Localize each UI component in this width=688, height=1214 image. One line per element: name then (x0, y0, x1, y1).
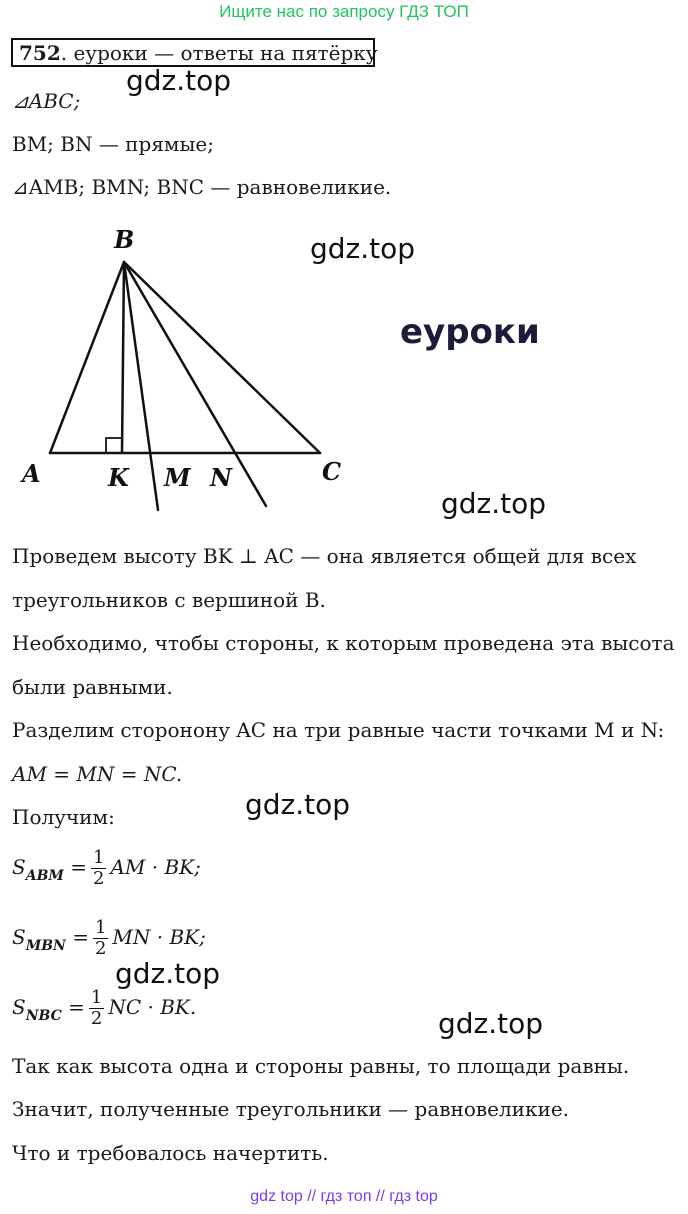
solution-line-1: Проведем высоту BK ⊥ AC — она является общей для всех (12, 544, 637, 568)
formula-eq: = (68, 995, 85, 1019)
line-bn (124, 262, 266, 506)
label-b: B (114, 225, 135, 254)
fraction-denominator: 2 (93, 868, 105, 889)
euroki-logo: еуроки (400, 312, 540, 352)
watermark: gdz.top (441, 487, 547, 520)
formula-s: S (12, 925, 26, 949)
label-a: A (22, 459, 41, 488)
solution-line-6: AM = MN = NC. (12, 762, 183, 786)
conclusion-line-3: Что и требовалось начертить. (12, 1141, 329, 1165)
task-header (11, 38, 378, 67)
watermark: gdz.top (438, 1007, 544, 1040)
fraction-denominator: 2 (94, 938, 107, 959)
solution-line-5: Разделим сторонону AC на три равные части точками M и N: (12, 718, 665, 742)
fraction-numerator: 1 (94, 917, 107, 938)
formula-s: S (12, 995, 26, 1019)
side-ab (50, 262, 124, 453)
side-bc (124, 262, 320, 453)
fraction-numerator: 1 (93, 847, 105, 868)
formula-eq: = (72, 925, 89, 949)
solution-line-4: были равными. (12, 675, 173, 699)
given-line-3: ⊿AMB; BMN; BNC — равновеликие. (12, 175, 392, 199)
right-angle-mark (106, 438, 122, 453)
formula-nbc (12, 988, 196, 1029)
footer-links[interactable]: gdz top // гдз топ // гдз top (250, 1188, 438, 1205)
fraction (91, 848, 106, 889)
conclusion-line-2: Значит, полученные треугольники — равновеликие. (12, 1097, 570, 1121)
given-line-1: ⊿ABC; (12, 89, 81, 113)
watermark: gdz.top (245, 788, 351, 821)
fraction (93, 918, 108, 959)
solution-line-7: Получим: (12, 805, 115, 829)
top-banner[interactable]: Ищите нас по запросу ГДЗ ТОП (219, 2, 469, 21)
task-title: . еуроки — ответы на пятёрку (60, 41, 378, 65)
formula-sub: NBC (25, 1008, 62, 1024)
formula-mbn (12, 918, 206, 959)
fraction-denominator: 2 (90, 1008, 103, 1029)
label-k: K (108, 463, 129, 492)
label-n: N (210, 463, 232, 492)
watermark: gdz.top (310, 232, 416, 265)
height-bk (122, 262, 124, 453)
task-number: 752 (19, 41, 61, 65)
label-c: C (322, 457, 342, 486)
formula-rest: MN · BK; (112, 925, 206, 949)
formula-eq: = (70, 855, 88, 879)
formula-rest: AM · BK; (110, 855, 201, 879)
conclusion-line-1: Так как высота одна и стороны равны, то площади равны. (12, 1054, 630, 1078)
solution-line-2: треугольников с вершиной B. (12, 588, 326, 612)
formula-sub: MBN (25, 938, 66, 954)
formula-s: S (12, 855, 26, 879)
formula-abm (12, 848, 201, 889)
watermark: gdz.top (126, 64, 232, 97)
fraction-numerator: 1 (90, 987, 103, 1008)
label-m: M (164, 463, 191, 492)
formula-rest: NC · BK. (108, 995, 197, 1019)
solution-line-3: Необходимо, чтобы стороны, к которым проведена эта высота (12, 631, 675, 655)
given-line-2: BM; BN — прямые; (12, 132, 214, 156)
triangle-figure (14, 220, 354, 520)
formula-sub: ABM (25, 868, 64, 884)
fraction (89, 988, 104, 1029)
line-bm (124, 262, 158, 510)
watermark: gdz.top (115, 957, 221, 990)
